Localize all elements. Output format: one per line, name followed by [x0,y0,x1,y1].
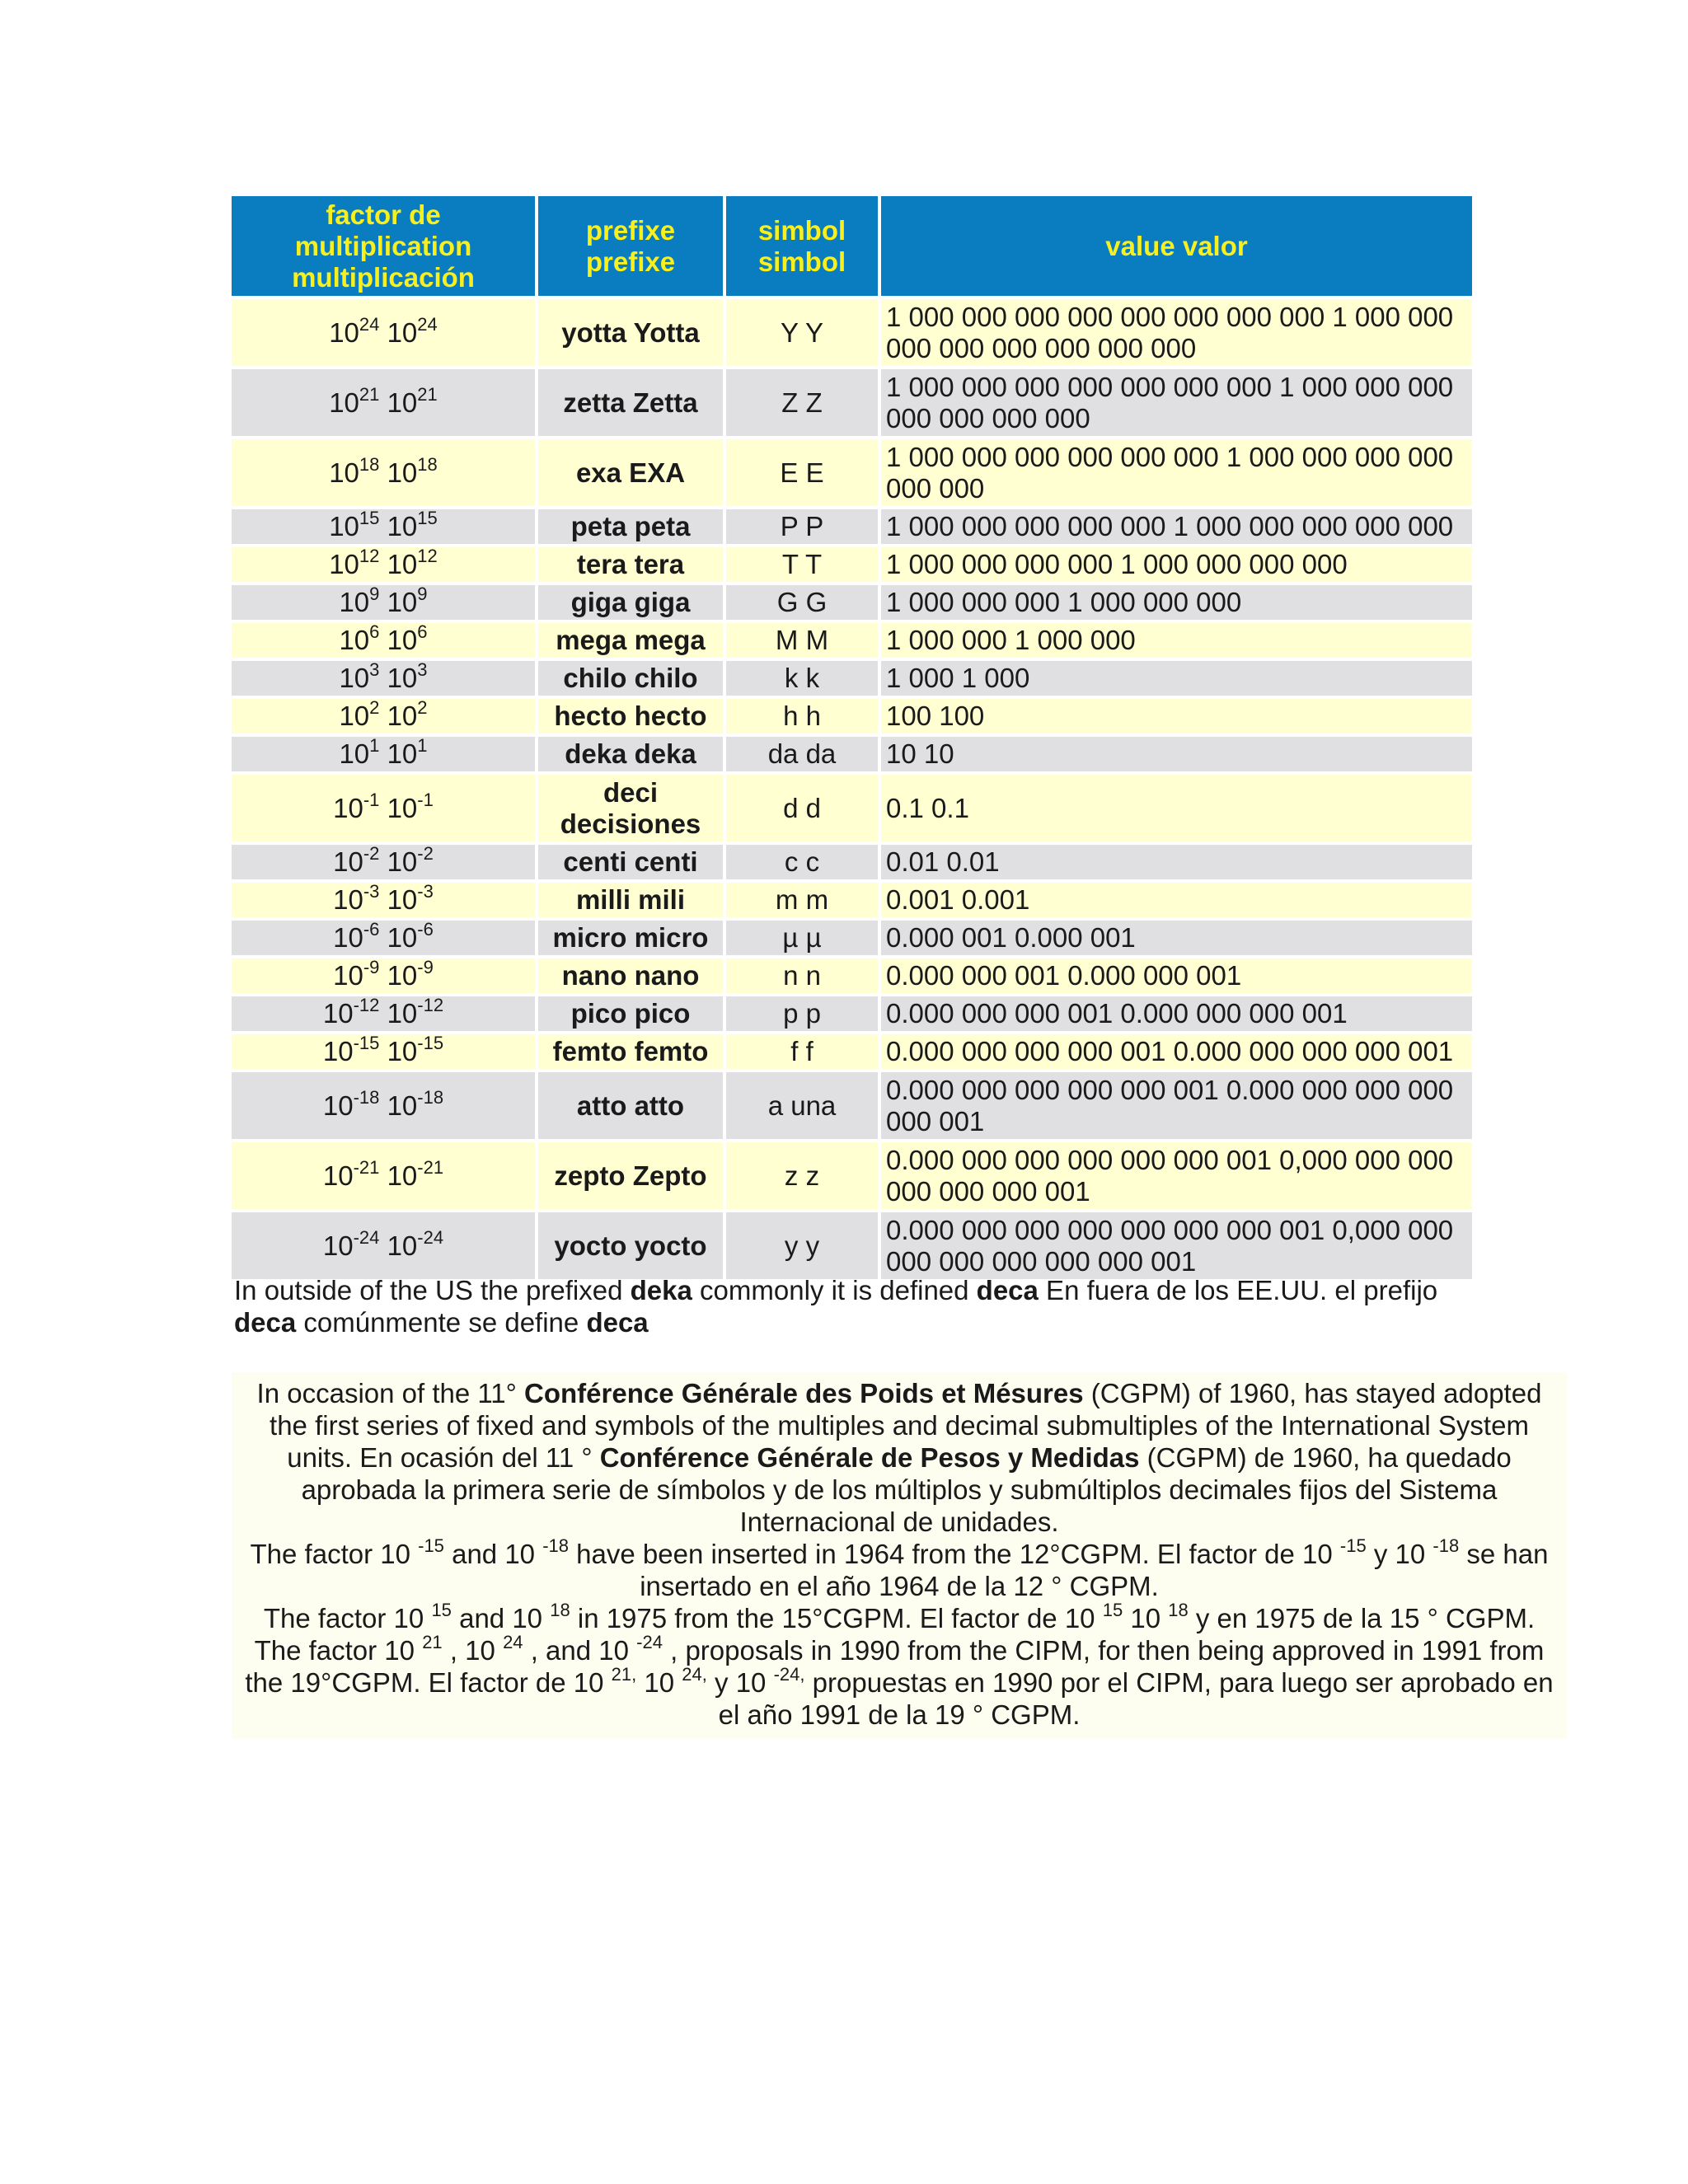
factor-base: 10 [322,1090,354,1121]
factor-exponent: 18 [417,453,438,475]
exponent: -24, [773,1664,805,1685]
value-cell: 0.1 0.1 [881,775,1472,845]
history-text: propuestas en 1990 por el CIPM, para luego ser aprobado en el año 1991 de la 19 ° CGPM. [718,1667,1554,1730]
symbol-cell: h h [726,699,881,737]
factor-exponent: -18 [417,1086,444,1108]
table-row [232,775,1472,845]
exponent: -15 [418,1535,444,1556]
factor-base: 10 [322,1160,354,1191]
prefix-cell: tera tera [538,547,726,585]
factor-base: 10 [387,792,418,823]
factor-exponent: -3 [363,881,380,902]
factor-cell [232,509,538,547]
history-text: (CGPM) of 1960, has stayed adopted the first series of fixed and symbols of the multiples and decimal submultiples of the International System units. En ocasión del 11 ° [270,1378,1542,1473]
note-bold-deca-2: deca [234,1307,297,1338]
factor-base: 10 [329,316,359,348]
prefix-cell: yotta Yotta [538,299,726,369]
exponent: 24, [682,1664,707,1685]
table-row [232,996,1472,1034]
factor-base: 10 [339,738,370,769]
history-text: The factor 10 [254,1635,423,1666]
header-factor: factor de multiplication multiplicación [232,196,538,299]
factor-base: 10 [333,960,363,991]
factor-base: 10 [322,1036,354,1066]
factor-cell [232,775,538,845]
factor-exponent: -2 [417,843,434,864]
factor-base: 10 [333,792,363,823]
value-cell: 0.001 0.001 [881,883,1472,921]
factor-base: 10 [339,625,370,655]
factor-cell [232,958,538,996]
symbol-cell: G G [726,585,881,623]
note-text-1: In outside of the US the prefixed [234,1275,631,1305]
prefix-cell: chilo chilo [538,661,726,699]
history-text: y 10 [706,1667,774,1698]
history-bold-name: Conférence Générale de Pesos y Medidas [599,1442,1140,1473]
value-cell: 0.000 000 000 000 000 000 001 0,000 000 000 000 000 000 001 [881,1142,1472,1212]
note-bold-deca-1: deca [976,1275,1039,1305]
symbol-cell: Y Y [726,299,881,369]
value-cell: 0.000 000 001 0.000 000 001 [881,958,1472,996]
value-cell: 1 000 000 1 000 000 [881,623,1472,661]
factor-base: 10 [387,1090,418,1121]
factor-exponent: 2 [369,697,380,718]
history-text: y en 1975 de la 15 ° CGPM. [1188,1603,1536,1633]
table-row [232,845,1472,883]
table-row [232,1212,1472,1282]
factor-exponent: 3 [417,659,428,680]
factor-exponent: -15 [417,1033,444,1053]
history-text: y 10 [1366,1539,1433,1569]
factor-base: 10 [387,738,418,769]
table-row [232,737,1472,775]
factor-exponent: 24 [417,313,438,335]
factor-cell [232,1072,538,1142]
factor-base: 10 [333,922,363,953]
factor-exponent: -2 [363,843,380,864]
prefix-cell: atto atto [538,1072,726,1142]
factor-exponent: 12 [359,546,380,566]
history-text: (CGPM) de 1960, ha quedado aprobada la primera serie de símbolos y de los múltiplos y submúltiplos decimales fijos del Sistema Internacional de unidades. [301,1442,1512,1537]
factor-cell [232,996,538,1034]
symbol-cell: E E [726,439,881,509]
history-paragraph-4 [238,1634,1560,1731]
history-paragraph-1 [238,1377,1560,1538]
exponent: 21 [422,1632,443,1652]
exponent: -15 [1339,1535,1367,1556]
factor-base: 10 [387,387,418,418]
factor-base: 10 [387,1230,418,1261]
symbol-cell: µ µ [726,921,881,958]
factor-exponent: -18 [353,1086,380,1108]
factor-base: 10 [387,549,418,579]
factor-base: 10 [387,316,418,348]
table-row [232,369,1472,439]
exponent: -18 [542,1535,569,1556]
exponent: 18 [550,1600,570,1620]
table-row [232,958,1472,996]
factor-base: 10 [333,846,363,877]
factor-base: 10 [339,587,370,617]
exponent: 21, [611,1664,637,1685]
history-text: 10 [1123,1603,1169,1633]
factor-cell [232,547,538,585]
factor-cell [232,623,538,661]
factor-exponent: 21 [417,383,438,405]
history-bold-name: Conférence Générale des Poids et Mésures [524,1378,1084,1408]
factor-exponent: -12 [417,995,444,1015]
factor-exponent: 15 [417,508,438,528]
factor-base: 10 [339,701,370,731]
factor-base: 10 [387,701,418,731]
factor-exponent: -12 [353,995,380,1015]
history-text: , and 10 [523,1635,637,1666]
table-header-row [232,196,1472,299]
header-symbol: simbol simbol [726,196,881,299]
value-cell: 0.000 001 0.000 001 [881,921,1472,958]
factor-exponent: -6 [363,919,380,940]
symbol-cell: n n [726,958,881,996]
value-cell: 1 000 000 000 1 000 000 000 [881,585,1472,623]
history-text: se han insertado en el año 1964 de la 12 ° CGPM. [640,1539,1549,1601]
exponent: -24 [636,1632,663,1652]
factor-cell [232,439,538,509]
exponent: -18 [1432,1535,1460,1556]
table-row [232,509,1472,547]
symbol-cell: k k [726,661,881,699]
factor-base: 10 [387,884,418,915]
history-text: and 10 [443,1539,543,1569]
factor-exponent: -3 [417,881,434,902]
value-cell: 1 000 000 000 000 000 000 000 1 000 000 000 000 000 000 000 [881,369,1472,439]
table-row [232,883,1472,921]
factor-base: 10 [387,625,418,655]
exponent: 18 [1168,1600,1189,1620]
factor-cell [232,1212,538,1282]
factor-cell [232,661,538,699]
factor-base: 10 [329,457,359,488]
value-cell: 1 000 000 000 000 000 000 000 000 1 000 000 000 000 000 000 000 000 [881,299,1472,369]
factor-exponent: 21 [359,383,380,405]
value-cell: 0.000 000 000 001 0.000 000 000 001 [881,996,1472,1034]
factor-base: 10 [387,998,418,1029]
factor-base: 10 [387,1160,418,1191]
table-body [232,299,1472,1282]
exponent: 24 [503,1632,523,1652]
prefix-cell: zetta Zetta [538,369,726,439]
history-text: The factor 10 [263,1603,432,1633]
factor-base: 10 [387,922,418,953]
symbol-cell: c c [726,845,881,883]
symbol-cell: p p [726,996,881,1034]
factor-exponent: 6 [417,621,428,642]
factor-exponent: -6 [417,919,434,940]
history-paragraph-3 [238,1602,1560,1634]
factor-base: 10 [339,663,370,693]
history-text: , proposals in 1990 from the CIPM, for then being approved in 1991 from the 19°CGPM. El factor de 10 [245,1635,1545,1698]
prefix-cell: mega mega [538,623,726,661]
value-cell: 0.01 0.01 [881,845,1472,883]
factor-exponent: 24 [359,313,380,335]
note-text-3: En fuera de los EE.UU. el prefijo [1038,1275,1438,1305]
note-bold-deka: deka [630,1275,692,1305]
prefix-cell: yocto yocto [538,1212,726,1282]
factor-exponent: -1 [363,789,380,810]
prefix-cell: exa EXA [538,439,726,509]
factor-base: 10 [329,511,359,541]
history-text: and 10 [451,1603,551,1633]
value-cell: 1 000 000 000 000 1 000 000 000 000 [881,547,1472,585]
header-prefix: prefixe prefixe [538,196,726,299]
factor-exponent: 2 [417,697,428,718]
prefix-cell: micro micro [538,921,726,958]
factor-exponent: -21 [417,1156,444,1178]
si-prefix-table [232,196,1472,1282]
history-text: , 10 [442,1635,504,1666]
history-text: in 1975 from the 15°CGPM. El factor de 10 [570,1603,1103,1633]
factor-base: 10 [387,846,418,877]
factor-exponent: -21 [353,1156,380,1178]
factor-exponent: 9 [417,583,428,604]
table-row [232,547,1472,585]
symbol-cell: d d [726,775,881,845]
prefix-cell: giga giga [538,585,726,623]
factor-exponent: 1 [417,735,428,756]
symbol-cell: y y [726,1212,881,1282]
value-cell: 100 100 [881,699,1472,737]
factor-cell [232,883,538,921]
factor-exponent: 18 [359,453,380,475]
table-row [232,585,1472,623]
factor-base: 10 [387,663,418,693]
table-row [232,699,1472,737]
prefix-cell: deka deka [538,737,726,775]
factor-cell [232,699,538,737]
factor-exponent: -9 [363,957,380,977]
prefix-cell: hecto hecto [538,699,726,737]
value-cell: 10 10 [881,737,1472,775]
factor-exponent: 6 [369,621,380,642]
prefix-cell: peta peta [538,509,726,547]
symbol-cell: P P [726,509,881,547]
value-cell: 1 000 1 000 [881,661,1472,699]
factor-exponent: -9 [417,957,434,977]
symbol-cell: da da [726,737,881,775]
symbol-cell: T T [726,547,881,585]
factor-exponent: 9 [369,583,380,604]
symbol-cell: M M [726,623,881,661]
factor-exponent: -24 [353,1226,380,1248]
value-cell: 1 000 000 000 000 000 000 1 000 000 000 000 000 000 [881,439,1472,509]
factor-exponent: 1 [369,735,380,756]
factor-cell [232,921,538,958]
value-cell: 1 000 000 000 000 000 1 000 000 000 000 000 [881,509,1472,547]
factor-cell [232,299,538,369]
prefix-cell: milli mili [538,883,726,921]
factor-exponent: -15 [353,1033,380,1053]
note-bold-deca-3: deca [586,1307,649,1338]
factor-base: 10 [329,387,359,418]
prefix-cell: centi centi [538,845,726,883]
factor-cell [232,1034,538,1072]
factor-base: 10 [387,1036,418,1066]
symbol-cell: z z [726,1142,881,1212]
table-row [232,623,1472,661]
prefix-cell: femto femto [538,1034,726,1072]
factor-cell [232,585,538,623]
history-paragraph-2 [238,1535,1560,1602]
factor-cell [232,1142,538,1212]
note-text-4: comúnmente se define [296,1307,587,1338]
factor-exponent: -24 [417,1226,444,1248]
table-row [232,299,1472,369]
symbol-cell: Z Z [726,369,881,439]
table-row [232,1072,1472,1142]
cgpm-history-box [232,1372,1567,1739]
factor-cell [232,369,538,439]
table-row [232,661,1472,699]
factor-base: 10 [322,998,354,1029]
history-text: The factor 10 [250,1539,419,1569]
factor-exponent: -1 [417,789,434,810]
header-value: value valor [881,196,1472,299]
factor-base: 10 [329,549,359,579]
factor-base: 10 [387,960,418,991]
history-text: have been inserted in 1964 from the 12°CGPM. El factor de 10 [569,1539,1340,1569]
factor-exponent: 15 [359,508,380,528]
value-cell: 0.000 000 000 000 000 000 000 001 0,000 000 000 000 000 000 000 001 [881,1212,1472,1282]
symbol-cell: m m [726,883,881,921]
factor-base: 10 [387,457,418,488]
table-row [232,1142,1472,1212]
factor-cell [232,737,538,775]
history-text: In occasion of the 11° [256,1378,525,1408]
factor-base: 10 [387,511,418,541]
symbol-cell: a una [726,1072,881,1142]
prefix-cell: nano nano [538,958,726,996]
factor-exponent: 12 [417,546,438,566]
table-row [232,921,1472,958]
si-prefix-table-container [232,196,1472,1282]
factor-cell [232,845,538,883]
history-text: 10 [636,1667,682,1698]
symbol-cell: f f [726,1034,881,1072]
prefix-cell: pico pico [538,996,726,1034]
exponent: 15 [1102,1600,1123,1620]
factor-base: 10 [333,884,363,915]
note-text-2: commonly it is defined [692,1275,977,1305]
value-cell: 0.000 000 000 000 001 0.000 000 000 000 001 [881,1034,1472,1072]
factor-exponent: 3 [369,659,380,680]
value-cell: 0.000 000 000 000 000 001 0.000 000 000 000 000 001 [881,1072,1472,1142]
prefix-cell: zepto Zepto [538,1142,726,1212]
table-row [232,439,1472,509]
table-row [232,1034,1472,1072]
exponent: 15 [431,1600,452,1620]
factor-base: 10 [387,587,418,617]
deka-note [234,1274,1470,1338]
prefix-cell: deci decisiones [538,775,726,845]
factor-base: 10 [322,1230,354,1261]
